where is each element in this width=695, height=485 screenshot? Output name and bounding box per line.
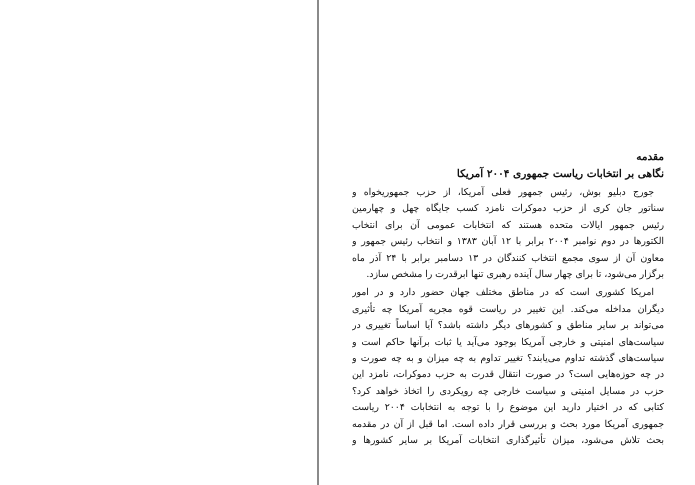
right-page	[319, 0, 695, 485]
text-line: در چه حوزه‌هایی است؟ در صورت انتقال قدرت به حزب دموکرات، نامزد این	[352, 369, 664, 381]
text-block	[352, 150, 664, 450]
paragraph	[352, 185, 664, 283]
text-line: امریکا کشوری است که در مناطق مختلف جهان حضور دارد و در امور	[352, 287, 654, 299]
text-line: دیگران مداخله می‌کند. این تغییر در ریاست قوه مجریه آمریکا چه تأثیری	[352, 303, 664, 315]
text-line: حزب در مسایل امنیتی و سیاست خارجی چه رویکردی را اتخاذ خواهد کرد؟	[352, 385, 664, 397]
text-line: الکتورها در دوم نوامبر ۲۰۰۴ برابر با ۱۲ آبان ۱۳۸۳ و انتخاب رئیس جمهور و	[352, 236, 664, 248]
paragraph	[352, 285, 664, 449]
text-line: جمهوری آمریکا مورد بحث و بررسی قرار داده است. اما قبل از آن در مقدمه	[352, 418, 664, 430]
text-line: می‌تواند بر سایر مناطق و کشورهای دیگر داشته باشد؟ آیا اساساً تغییری در	[352, 320, 664, 332]
text-line: سیاست‌های امنیتی و خارجی آمریکا بوجود می‌آید یا ثبات برآنها حاکم است و	[352, 336, 664, 348]
section-subheading: نگاهی بر انتخابات ریاست جمهوری ۲۰۰۴ آمریکا	[456, 168, 664, 180]
text-line: کتابی که در اختیار دارید این موضوع را با توجه به انتخابات ۲۰۰۴ ریاست	[352, 402, 664, 414]
text-line: بحث تلاش می‌شود، میزان تأثیرگذاری انتخابات آمریکا بر سایر کشورها و	[352, 435, 664, 447]
text-line: رئیس جمهور ایالات متحده هستند که انتخابات عمومی آن برای انتخاب	[352, 219, 664, 231]
text-line: معاون آن از سوی مجمع انتخاب کنندگان در ۱۳ دسامبر برابر با ۲۴ آذر ماه	[352, 252, 664, 264]
text-line: سیاست‌های گذشته تداوم می‌یابند؟ تغییر تداوم به چه میزان و به چه صورت و	[352, 353, 664, 365]
section-heading: مقدمه	[636, 151, 664, 163]
left-page	[0, 0, 317, 485]
text-line: برگزار می‌شود، تا برای چهار سال آینده رهبری تنها ابرقدرت را مشخص سازد.	[366, 269, 664, 281]
text-line: سناتور جان کری از حزب دموکرات نامزد کسب جایگاه چهل و چهارمین	[352, 203, 664, 215]
text-line: جورج دبلیو بوش، رئیس جمهور فعلی آمریکا، از حزب جمهوریخواه و	[352, 187, 654, 198]
